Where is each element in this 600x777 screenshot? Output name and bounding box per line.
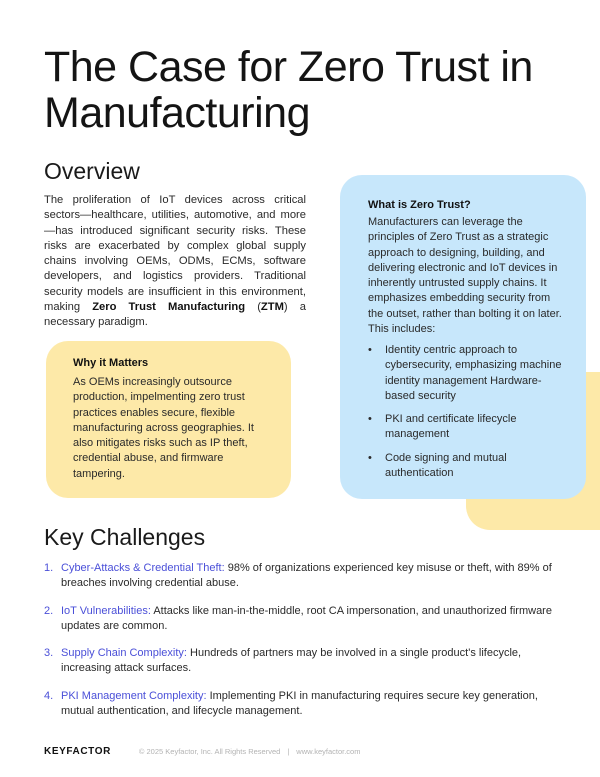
overview-text-end: ) a necessary paradigm.	[44, 301, 306, 329]
challenge-term: PKI Management Complexity:	[61, 689, 207, 702]
challenge-item	[44, 561, 554, 592]
why-it-matters-card	[46, 341, 291, 498]
list-item	[368, 412, 568, 443]
why-card-body: As OEMs increasingly outsource production, impelmenting zero trust practices enables secure, flexible manufacturing across geographies. It also mitigates risks such as IP theft, credential abuse, and firmware tampering.	[73, 376, 254, 480]
overview-heading: Overview	[44, 158, 140, 184]
challenge-number: 1.	[44, 562, 54, 574]
challenge-term: Supply Chain Complexity:	[61, 647, 187, 660]
list-item	[368, 343, 568, 404]
bullet-icon: •	[368, 344, 372, 356]
why-card-heading: Why it Matters	[73, 357, 149, 369]
challenge-text: Implementing PKI in manufacturing requires secure key generation, mutual authentication, and lifecycle management.	[61, 689, 538, 718]
key-challenges-heading: Key Challenges	[44, 524, 206, 550]
challenge-text: 98% of organizations experienced key misuse or theft, with 89% of breaches involving credential abuse.	[61, 562, 552, 590]
list-item	[368, 451, 568, 482]
challenge-number: 4.	[44, 689, 54, 702]
overview-bold-ztm-abbr: ZTM	[260, 301, 284, 314]
challenge-item	[44, 646, 554, 677]
zero-trust-card-heading: What is Zero Trust?	[368, 199, 471, 211]
overview-paren-open: (	[245, 301, 261, 314]
bullet-icon: •	[368, 413, 372, 426]
footer-separator: |	[287, 746, 290, 756]
page-title: The Case for Zero Trust in Manufacturing	[44, 43, 533, 137]
zero-trust-card	[340, 175, 586, 499]
list-item-text: Identity centric approach to cybersecurity, emphasizing machine identity management Hardware-based security	[385, 344, 562, 402]
key-challenges-list	[44, 561, 554, 731]
zero-trust-list	[368, 343, 568, 489]
overview-paragraph	[44, 193, 306, 331]
list-item-text: Code signing and mutual authentication	[385, 451, 507, 480]
challenge-text: Attacks like man-in-the-middle, root CA impersonation, and unauthorized firmware updates are common.	[61, 604, 552, 632]
challenge-item	[44, 604, 554, 635]
website-link[interactable]: www.keyfactor.com	[296, 746, 361, 756]
copyright-text: © 2025 Keyfactor, Inc. All Rights Reserved	[138, 746, 281, 756]
bullet-icon: •	[368, 451, 372, 464]
overview-bold-ztm: Zero Trust Manufacturing	[92, 301, 246, 314]
challenge-number: 2.	[44, 604, 54, 617]
challenge-number: 3.	[44, 647, 54, 660]
challenge-term: IoT Vulnerabilities:	[61, 604, 151, 617]
list-item-text: PKI and certificate lifecycle management	[385, 413, 517, 441]
keyfactor-logo: KEYFACTOR	[44, 745, 111, 757]
challenge-term: Cyber-Attacks & Credential Theft:	[61, 562, 225, 574]
overview-text-start: The proliferation of IoT devices across critical sectors—healthcare, utilities, automotive, and more—has introduced significant security risks. These risks are exacerbated by complex global supply chains involving OEMs, ODMs, ECMs, software developers, and logistics providers. Traditional security models are insufficient in this environment, making	[44, 194, 306, 314]
zero-trust-card-intro: Manufacturers can leverage the principles of Zero Trust as a strategic approach to designing, building, and delivering electronic and IoT devices in inherently untrusted supply chains. It emphasizes embedding security from the outset, rather than bolting it on later. This includes:	[368, 216, 562, 336]
footer	[44, 744, 360, 758]
challenge-text: Hundreds of partners may be involved in a single product's lifecycle, increasing attack surfaces.	[61, 647, 522, 675]
challenge-item	[44, 689, 554, 720]
